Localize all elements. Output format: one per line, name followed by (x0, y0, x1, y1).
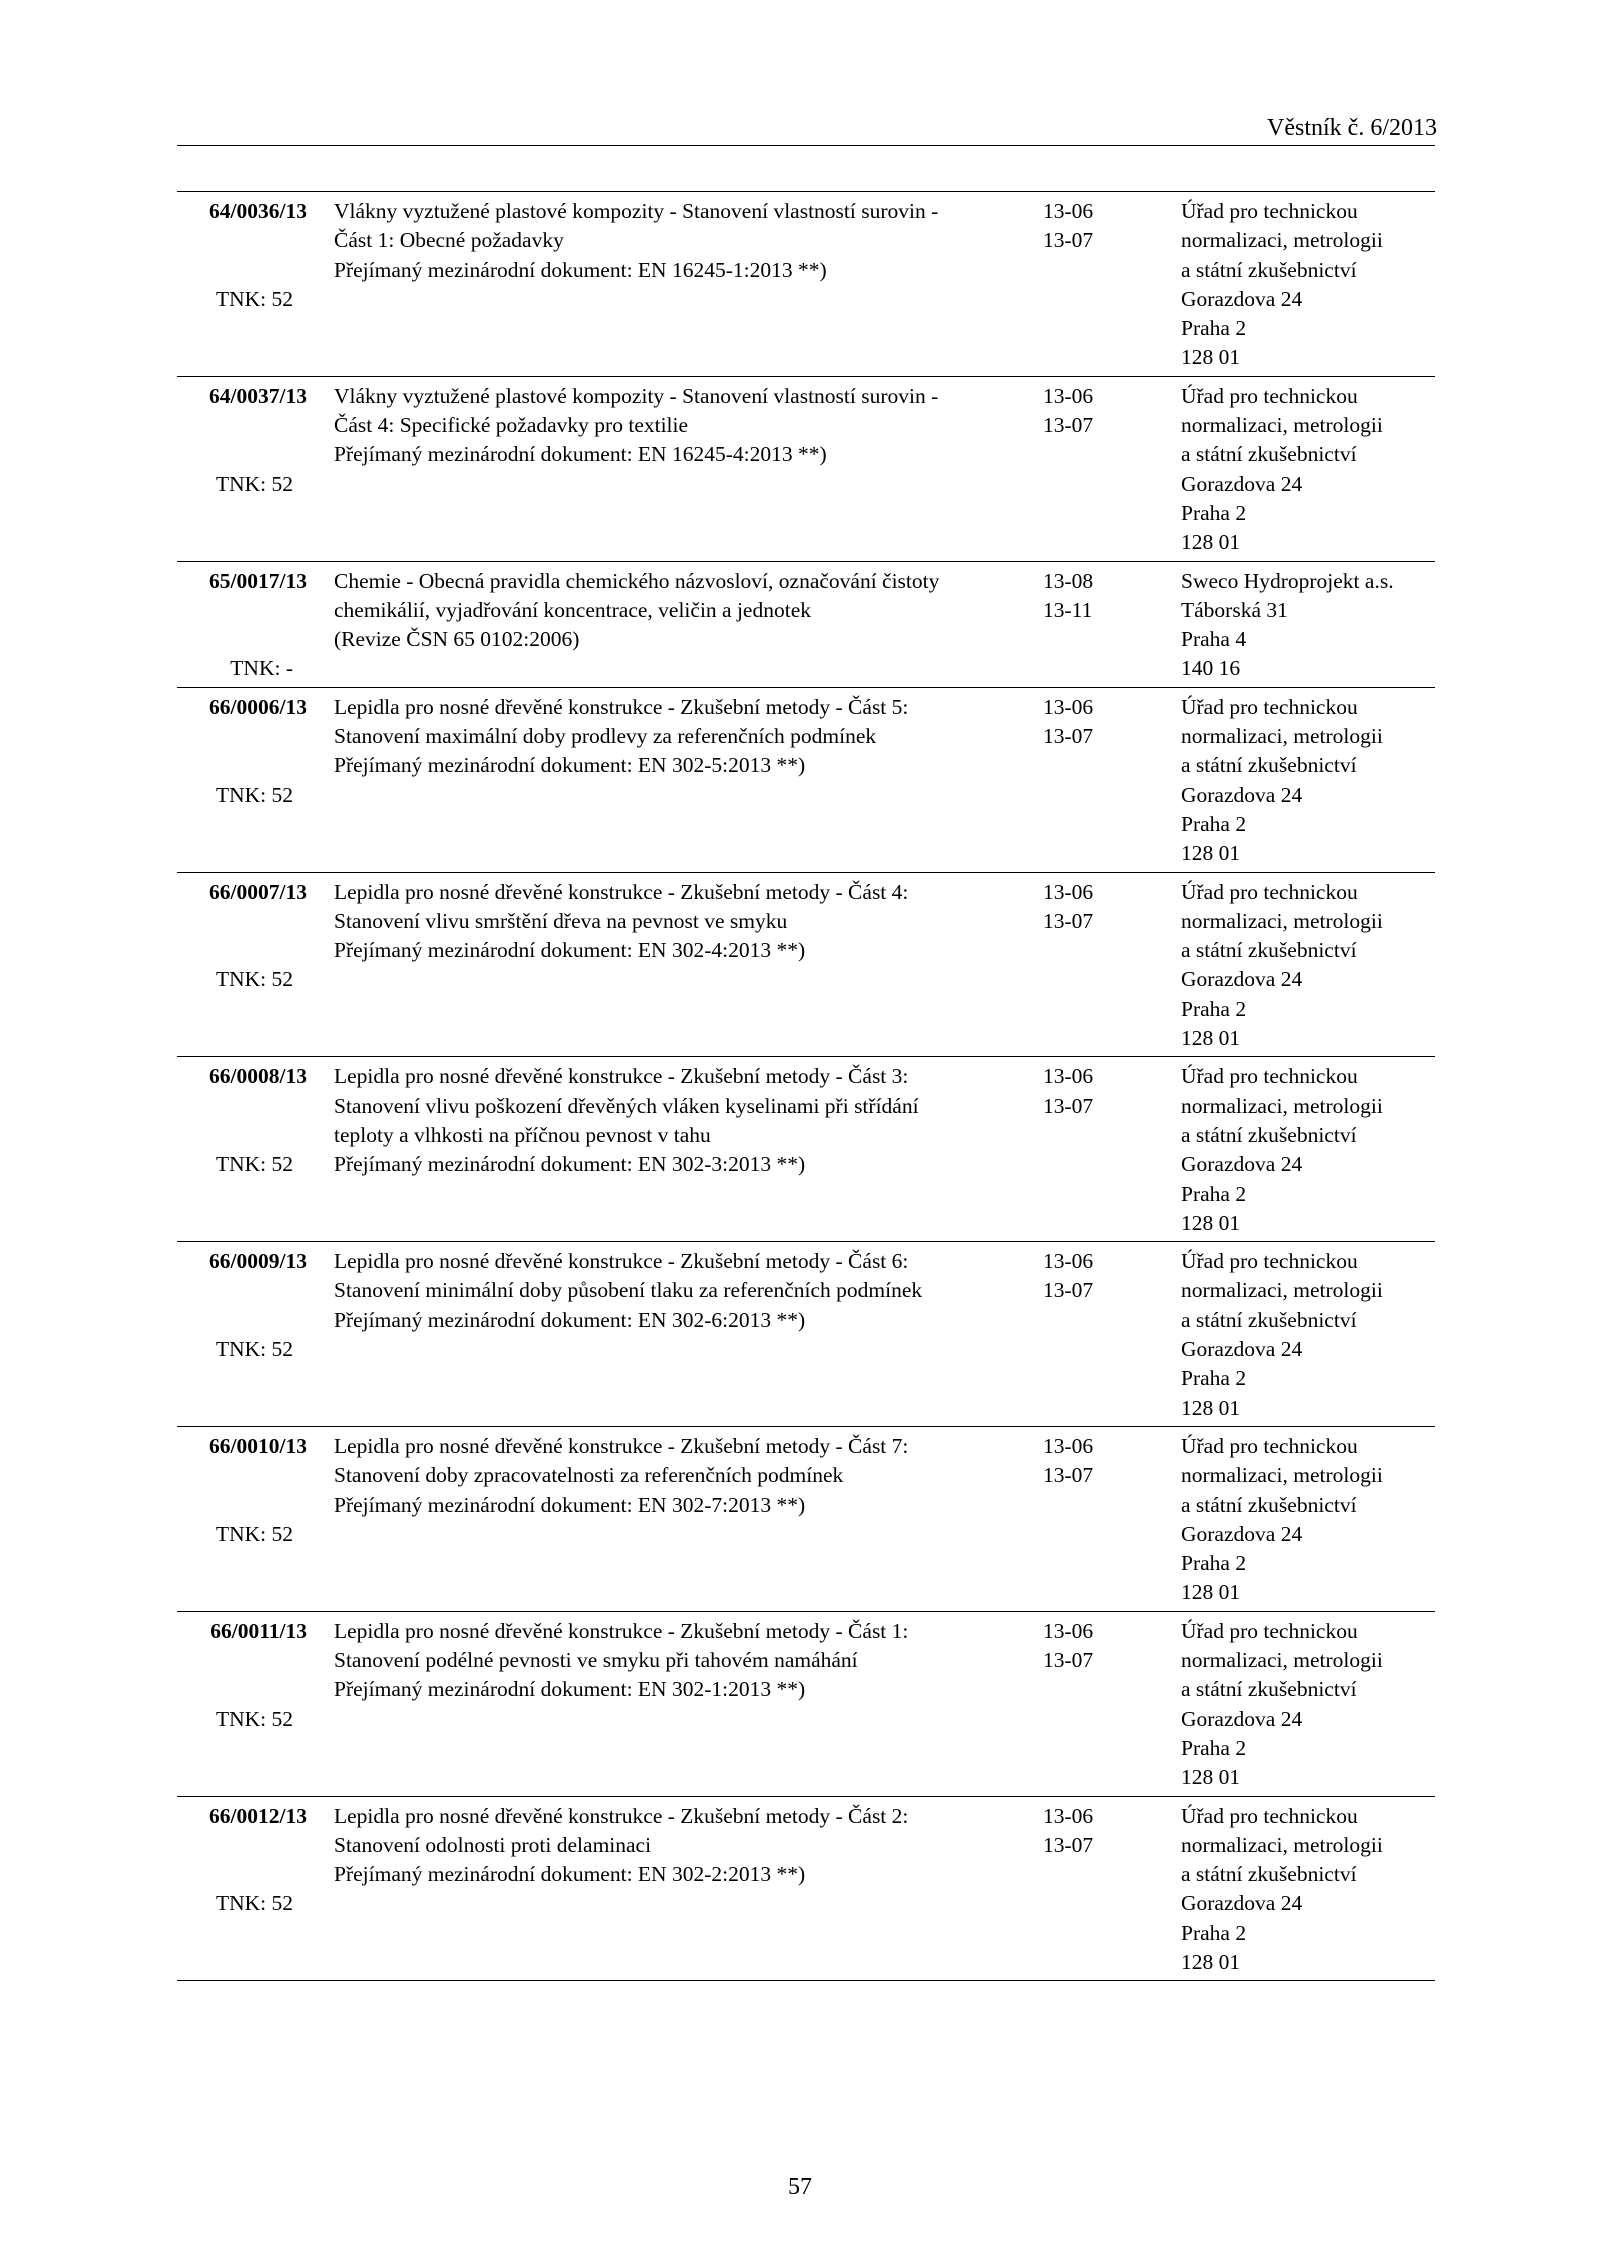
dates-column (1043, 1062, 1133, 1121)
tnk-label: TNK: 52 (215, 1521, 293, 1546)
text-line: Vlákny vyztužené plastové kompozity - Stanovení vlastností surovin - (334, 199, 939, 223)
standard-title (334, 878, 1014, 966)
processor-address (1181, 197, 1435, 373)
text-line: Lepidla pro nosné dřevěné konstrukce - Zkušební metody - Část 7: (334, 1433, 909, 1458)
text-line: normalizaci, metrologii (1181, 1463, 1383, 1488)
page-header-title: Věstník č. 6/2013 (1267, 115, 1437, 141)
text-line: teploty a vlhkosti na příčnou pevnost v tahu (334, 1122, 711, 1147)
text-line: Gorazdova 24 (1181, 286, 1303, 311)
text-line: Praha 2 (1181, 811, 1247, 836)
text-line: 13-06 (1043, 1064, 1094, 1089)
text-line: 128 01 (1181, 345, 1241, 370)
text-line: Gorazdova 24 (1181, 967, 1303, 992)
text-line: Praha 2 (1181, 1181, 1247, 1206)
document-number: 65/0017/13 (209, 568, 307, 593)
text-line: 13-06 (1043, 1803, 1094, 1828)
text-line: 13-06 (1043, 694, 1094, 719)
document-number: 66/0008/13 (209, 1064, 307, 1089)
text-line: Táborská 31 (1181, 597, 1288, 622)
processor-address (1181, 1247, 1435, 1423)
text-line: Lepidla pro nosné dřevěné konstrukce - Zkušební metody - Část 4: (334, 879, 909, 904)
text-line: Lepidla pro nosné dřevěné konstrukce - Zkušební metody - Část 5: (334, 694, 909, 719)
document-number: 66/0012/13 (209, 1803, 307, 1828)
tnk-label: TNK: - (230, 656, 293, 681)
text-line: Stanovení vlivu poškození dřevěných vláken kyselinami při střídání (334, 1093, 919, 1118)
text-line: 13-08 (1043, 568, 1094, 593)
dates-column (1043, 1432, 1133, 1491)
table-row (177, 688, 1435, 873)
text-line: chemikálií, vyjadřování koncentrace, veličin a jednotek (334, 597, 811, 622)
text-line: a státní zkušebnictví (1181, 1862, 1357, 1887)
text-line: a státní zkušebnictví (1181, 257, 1357, 282)
document-number: 66/0007/13 (209, 879, 307, 904)
text-line: 13-06 (1043, 383, 1094, 408)
text-line: Stanovení minimální doby působení tlaku za referenčních podmínek (334, 1278, 923, 1303)
text-line: 13-07 (1043, 1832, 1094, 1857)
text-line: Lepidla pro nosné dřevěné konstrukce - Zkušební metody - Část 6: (334, 1249, 909, 1274)
dates-column (1043, 1802, 1133, 1861)
text-line: Stanovení odolnosti proti delaminaci (334, 1832, 652, 1857)
tnk-label: TNK: 52 (215, 1891, 293, 1916)
text-line: 128 01 (1181, 530, 1241, 555)
text-line: Přejímaný mezinárodní dokument: EN 302-3:2013 **) (334, 1152, 806, 1177)
tnk-label: TNK: 52 (215, 967, 293, 992)
text-line: 13-07 (1043, 1463, 1094, 1488)
standard-title (334, 1062, 1014, 1179)
table-row (177, 873, 1435, 1058)
dates-column (1043, 1247, 1133, 1306)
processor-address (1181, 693, 1435, 869)
text-line: Vlákny vyztužené plastové kompozity - Stanovení vlastností surovin - (334, 383, 939, 408)
table-row (177, 562, 1435, 688)
text-line: Gorazdova 24 (1181, 1521, 1303, 1546)
dates-column (1043, 382, 1133, 441)
text-line: a státní zkušebnictví (1181, 753, 1357, 778)
standard-title (334, 1432, 1014, 1520)
text-line: Úřad pro technickou (1181, 1064, 1358, 1089)
text-line: 128 01 (1181, 841, 1241, 866)
text-line: normalizaci, metrologii (1181, 1093, 1383, 1118)
text-line: Úřad pro technickou (1181, 879, 1358, 904)
text-line: a státní zkušebnictví (1181, 1307, 1357, 1332)
text-line: Část 4: Specifické požadavky pro textilie (334, 413, 689, 438)
text-line: Praha 2 (1181, 1920, 1247, 1945)
text-line: Přejímaný mezinárodní dokument: EN 16245-1:2013 **) (334, 257, 827, 282)
document-number: 66/0010/13 (209, 1433, 307, 1458)
text-line: normalizaci, metrologii (1181, 228, 1383, 253)
text-line: Sweco Hydroprojekt a.s. (1181, 568, 1394, 593)
text-line: Praha 2 (1181, 500, 1247, 525)
text-line: Stanovení vlivu smrštění dřeva na pevnost ve smyku (334, 908, 788, 933)
text-line: normalizaci, metrologii (1181, 413, 1383, 438)
text-line: Část 1: Obecné požadavky (334, 228, 564, 253)
text-line: 13-07 (1043, 413, 1094, 438)
text-line: normalizaci, metrologii (1181, 1278, 1383, 1303)
document-number: 64/0036/13 (209, 199, 307, 223)
processor-address (1181, 1802, 1435, 1978)
text-line: Gorazdova 24 (1181, 471, 1303, 496)
table-row (177, 192, 1435, 377)
text-line: (Revize ČSN 65 0102:2006) (334, 627, 580, 652)
header-rule (177, 145, 1435, 146)
text-line: Úřad pro technickou (1181, 199, 1358, 223)
text-line: Lepidla pro nosné dřevěné konstrukce - Zkušební metody - Část 3: (334, 1064, 909, 1089)
text-line: 13-07 (1043, 228, 1094, 253)
text-line: Praha 2 (1181, 1366, 1247, 1391)
text-line: Gorazdova 24 (1181, 1891, 1303, 1916)
table-row (177, 1612, 1435, 1797)
table-row (177, 1242, 1435, 1427)
tnk-label: TNK: 52 (215, 1337, 293, 1362)
text-line: Přejímaný mezinárodní dokument: EN 302-6:2013 **) (334, 1307, 806, 1332)
document-number: 66/0011/13 (210, 1618, 307, 1643)
dates-column (1043, 567, 1133, 626)
processor-address (1181, 1617, 1435, 1793)
text-line: Praha 4 (1181, 627, 1247, 652)
text-line: Přejímaný mezinárodní dokument: EN 302-7:2013 **) (334, 1492, 806, 1517)
processor-address (1181, 1432, 1435, 1608)
processor-address (1181, 1062, 1435, 1238)
text-line: Praha 2 (1181, 996, 1247, 1021)
text-line: normalizaci, metrologii (1181, 908, 1383, 933)
text-line: Praha 2 (1181, 1551, 1247, 1576)
text-line: Lepidla pro nosné dřevěné konstrukce - Zkušební metody - Část 2: (334, 1803, 909, 1828)
document-number: 64/0037/13 (209, 383, 307, 408)
text-line: Úřad pro technickou (1181, 1249, 1358, 1274)
table-row (177, 377, 1435, 562)
text-line: 128 01 (1181, 1950, 1241, 1975)
text-line: 13-07 (1043, 1648, 1094, 1673)
processor-address (1181, 382, 1435, 558)
text-line: a státní zkušebnictví (1181, 442, 1357, 467)
text-line: a státní zkušebnictví (1181, 1677, 1357, 1702)
tnk-label: TNK: 52 (215, 286, 293, 311)
text-line: Stanovení podélné pevnosti ve smyku při tahovém namáhání (334, 1648, 858, 1673)
text-line: Praha 2 (1181, 1735, 1247, 1760)
text-line: 128 01 (1181, 1026, 1241, 1051)
text-line: Přejímaný mezinárodní dokument: EN 16245-4:2013 **) (334, 442, 827, 467)
processor-address (1181, 878, 1435, 1054)
text-line: 13-06 (1043, 1433, 1094, 1458)
table-row (177, 1797, 1435, 1981)
processor-address (1181, 567, 1435, 684)
text-line: 13-07 (1043, 724, 1094, 749)
text-line: Stanovení maximální doby prodlevy za referenčních podmínek (334, 724, 877, 749)
standard-title (334, 382, 1014, 470)
standards-table (177, 191, 1435, 1981)
text-line: normalizaci, metrologii (1181, 1832, 1383, 1857)
text-line: 13-06 (1043, 1249, 1094, 1274)
text-line: Přejímaný mezinárodní dokument: EN 302-4:2013 **) (334, 938, 806, 963)
standard-title (334, 567, 1014, 655)
text-line: Úřad pro technickou (1181, 383, 1358, 408)
text-line: Úřad pro technickou (1181, 694, 1358, 719)
text-line: 128 01 (1181, 1210, 1241, 1235)
page-number: 57 (788, 2174, 812, 2200)
tnk-label: TNK: 52 (215, 1152, 293, 1177)
text-line: Přejímaný mezinárodní dokument: EN 302-1:2013 **) (334, 1677, 806, 1702)
text-line: Gorazdova 24 (1181, 1706, 1303, 1731)
text-line: a státní zkušebnictví (1181, 1122, 1357, 1147)
text-line: 128 01 (1181, 1580, 1241, 1605)
text-line: 140 16 (1181, 656, 1241, 681)
text-line: Úřad pro technickou (1181, 1433, 1358, 1458)
text-line: 13-11 (1043, 597, 1093, 622)
text-line: Přejímaný mezinárodní dokument: EN 302-2:2013 **) (334, 1862, 806, 1887)
text-line: 13-07 (1043, 1278, 1094, 1303)
text-line: a státní zkušebnictví (1181, 938, 1357, 963)
text-line: 13-06 (1043, 879, 1094, 904)
text-line: Přejímaný mezinárodní dokument: EN 302-5:2013 **) (334, 753, 806, 778)
standard-title (334, 1617, 1014, 1705)
text-line: 13-06 (1043, 1618, 1094, 1643)
tnk-label: TNK: 52 (215, 1706, 293, 1731)
text-line: Chemie - Obecná pravidla chemického názvosloví, označování čistoty (334, 568, 940, 593)
text-line: 13-07 (1043, 908, 1094, 933)
dates-column (1043, 878, 1133, 937)
standard-title (334, 1247, 1014, 1335)
tnk-label: TNK: 52 (215, 782, 293, 807)
table-row (177, 1427, 1435, 1612)
text-line: Gorazdova 24 (1181, 1337, 1303, 1362)
text-line: 128 01 (1181, 1395, 1241, 1420)
document-number: 66/0009/13 (209, 1249, 307, 1274)
text-line: Gorazdova 24 (1181, 782, 1303, 807)
text-line: 128 01 (1181, 1765, 1241, 1790)
text-line: a státní zkušebnictví (1181, 1492, 1357, 1517)
standard-title (334, 1802, 1014, 1890)
document-number: 66/0006/13 (209, 694, 307, 719)
tnk-label: TNK: 52 (215, 471, 293, 496)
text-line: Úřad pro technickou (1181, 1803, 1358, 1828)
text-line: Stanovení doby zpracovatelnosti za referenčních podmínek (334, 1463, 844, 1488)
text-line: Gorazdova 24 (1181, 1152, 1303, 1177)
text-line: Lepidla pro nosné dřevěné konstrukce - Zkušební metody - Část 1: (334, 1618, 909, 1643)
text-line: Praha 2 (1181, 316, 1247, 341)
table-row (177, 1057, 1435, 1242)
dates-column (1043, 1617, 1133, 1676)
text-line: 13-07 (1043, 1093, 1094, 1118)
text-line: normalizaci, metrologii (1181, 724, 1383, 749)
dates-column (1043, 197, 1133, 256)
dates-column (1043, 693, 1133, 752)
standard-title (334, 693, 1014, 781)
standard-title (334, 197, 1014, 285)
text-line: 13-06 (1043, 199, 1094, 223)
text-line: Úřad pro technickou (1181, 1618, 1358, 1643)
text-line: normalizaci, metrologii (1181, 1648, 1383, 1673)
